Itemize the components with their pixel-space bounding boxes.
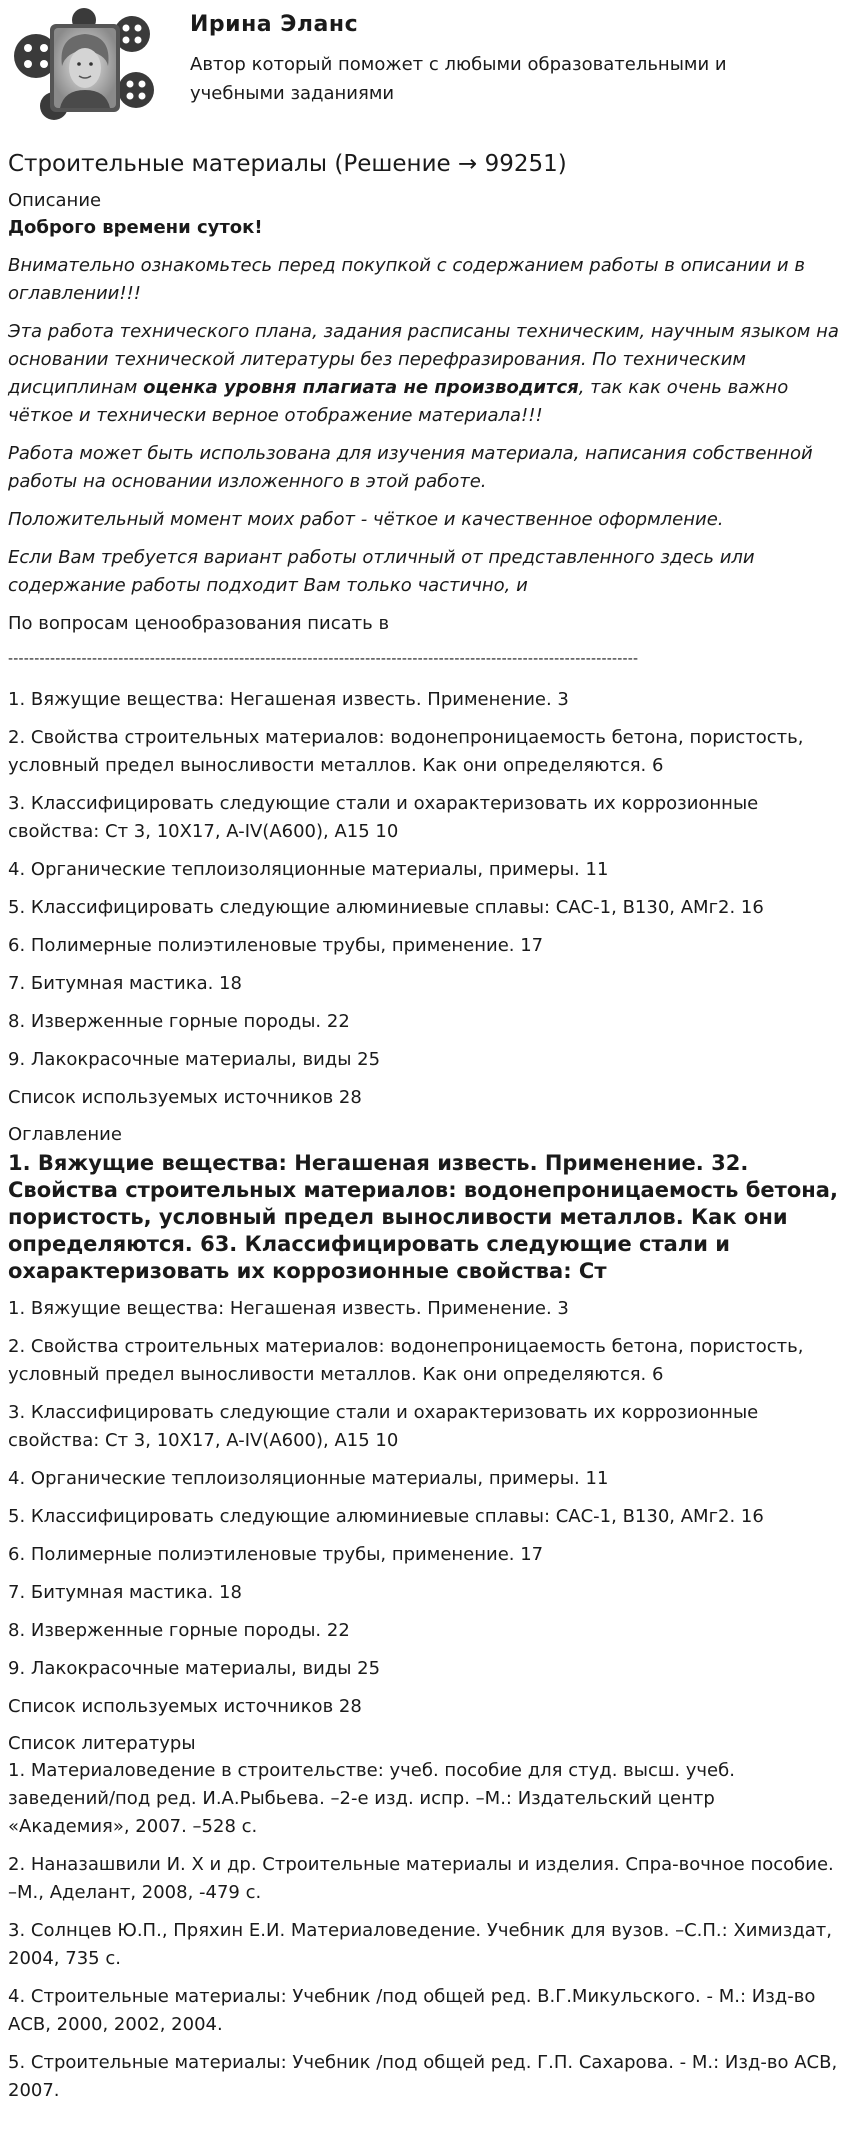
description-text: Эта работа технического плана, задания расписаны техническим, научным языком на основании технической литературы без перефразирования. По техническим дисциплинам [8,321,839,398]
contents-item: 9. Лакокрасочные материалы, виды 25 [8,1049,381,1070]
source-item: 2. Наназашвили И. Х и др. Строительные материалы и изделия. Спра-вочное пособие. –М., Аделант, 2008, -479 с. [8,1854,834,1903]
toc-heading: 1. Вяжущие вещества: Негашеная известь. Применение. 32. Свойства строительных материалов: водонепроницаемость бетона, пористость, условный предел выносливости металлов. Как они определяются. 63. Классифицировать следующие стали и охарактеризовать их коррозионные свойства: Ст [8,1151,838,1283]
toc-list [8,1295,839,1721]
description-paragraph: Если Вам требуется вариант работы отличный от представленного здесь или содержание работы подходит Вам только частично, и [8,547,755,596]
description-paragraph: Внимательно ознакомьтесь перед покупкой с содержанием работы в описании и в оглавлении!!! [8,255,805,304]
contents-item: 7. Битумная мастика. 18 [8,973,242,994]
description-text: , так как очень важно чёткое и технически верное отображение материала!!! [8,377,789,426]
toc-item: 1. Вяжущие вещества: Негашеная известь. Применение. 3 [8,1298,569,1319]
contents-item: 3. Классифицировать следующие стали и охарактеризовать их коррозионные свойства: Ст 3, 10Х17, A-IV(A600), A15 10 [8,793,759,842]
toc-item: 8. Изверженные горные породы. 22 [8,1620,350,1641]
description-label: Описание [8,190,102,211]
greeting: Доброго времени суток! [8,217,263,238]
source-item: 3. Солнцев Ю.П., Пряхин Е.И. Материаловедение. Учебник для вузов. –С.П.: Химиздат, 2004, 735 с. [8,1920,833,1969]
author-description: Автор который поможет с любыми образовательными и учебными заданиями [190,54,727,104]
contents-item: 4. Органические теплоизоляционные материалы, примеры. 11 [8,859,609,880]
description-paragraph: Работа может быть использована для изучения материала, написания собственной работы на основании изложенного в этой работе. [8,443,813,492]
contents-item: 1. Вяжущие вещества: Негашеная известь. Применение. 3 [8,689,569,710]
toc-item: 6. Полимерные полиэтиленовые трубы, применение. 17 [8,1544,544,1565]
author-card [8,0,839,130]
toc-item: 9. Лакокрасочные материалы, виды 25 [8,1658,381,1679]
toc-item: 2. Свойства строительных материалов: водонепроницаемость бетона, пористость, условный предел выносливости металлов. Как они определяются. 6 [8,1336,804,1385]
author-avatar[interactable] [14,6,156,124]
contents-item: 6. Полимерные полиэтиленовые трубы, применение. 17 [8,935,544,956]
author-name[interactable]: Ирина Эланс [190,12,359,37]
contents-item: 2. Свойства строительных материалов: водонепроницаемость бетона, пористость, условный предел выносливости металлов. Как они определяются. 6 [8,727,804,776]
source-item: 1. Материаловедение в строительстве: учеб. пособие для студ. высш. учеб. заведений/под ред. И.А.Рыбьева. –2-е изд. испр. –М.: Издательский центр «Академия», 2007. –528 с. [8,1760,735,1837]
page-title: Строительные материалы (Решение → 99251) [8,151,567,177]
description-paragraph [8,318,839,430]
description-paragraph: Положительный момент моих работ - чёткое и качественное оформление. [8,509,724,530]
contents-item: 5. Классифицировать следующие алюминиевые сплавы: САС-1, В130, АМг2. 16 [8,897,764,918]
sources-list [8,1757,839,2105]
toc-item: Список используемых источников 28 [8,1696,362,1717]
contents-item: 8. Изверженные горные породы. 22 [8,1011,350,1032]
contents-list [8,686,839,1112]
toc-item: 4. Органические теплоизоляционные материалы, примеры. 11 [8,1468,609,1489]
toc-label: Оглавление [8,1124,122,1145]
sources-label: Список литературы [8,1733,196,1754]
pricing-note: По вопросам ценообразования писать в [8,613,390,634]
contents-item: Список используемых источников 28 [8,1087,362,1108]
plagiarism-note: оценка уровня плагиата не производится [143,377,579,398]
source-item: 5. Строительные материалы: Учебник /под общей ред. Г.П. Сахарова. - М.: Изд-во АСВ, 2007. [8,2052,838,2101]
source-item: 4. Строительные материалы: Учебник /под общей ред. В.Г.Микульского. - М.: Изд-во АСВ, 2000, 2002, 2004. [8,1986,816,2035]
toc-item: 5. Классифицировать следующие алюминиевые сплавы: САС-1, В130, АМг2. 16 [8,1506,764,1527]
toc-item: 3. Классифицировать следующие стали и охарактеризовать их коррозионные свойства: Ст 3, 10Х17, A-IV(A600), A15 10 [8,1402,759,1451]
toc-item: 7. Битумная мастика. 18 [8,1582,242,1603]
separator: ------------------------------------------------------------------------------------------------------------------------ [8,651,639,667]
